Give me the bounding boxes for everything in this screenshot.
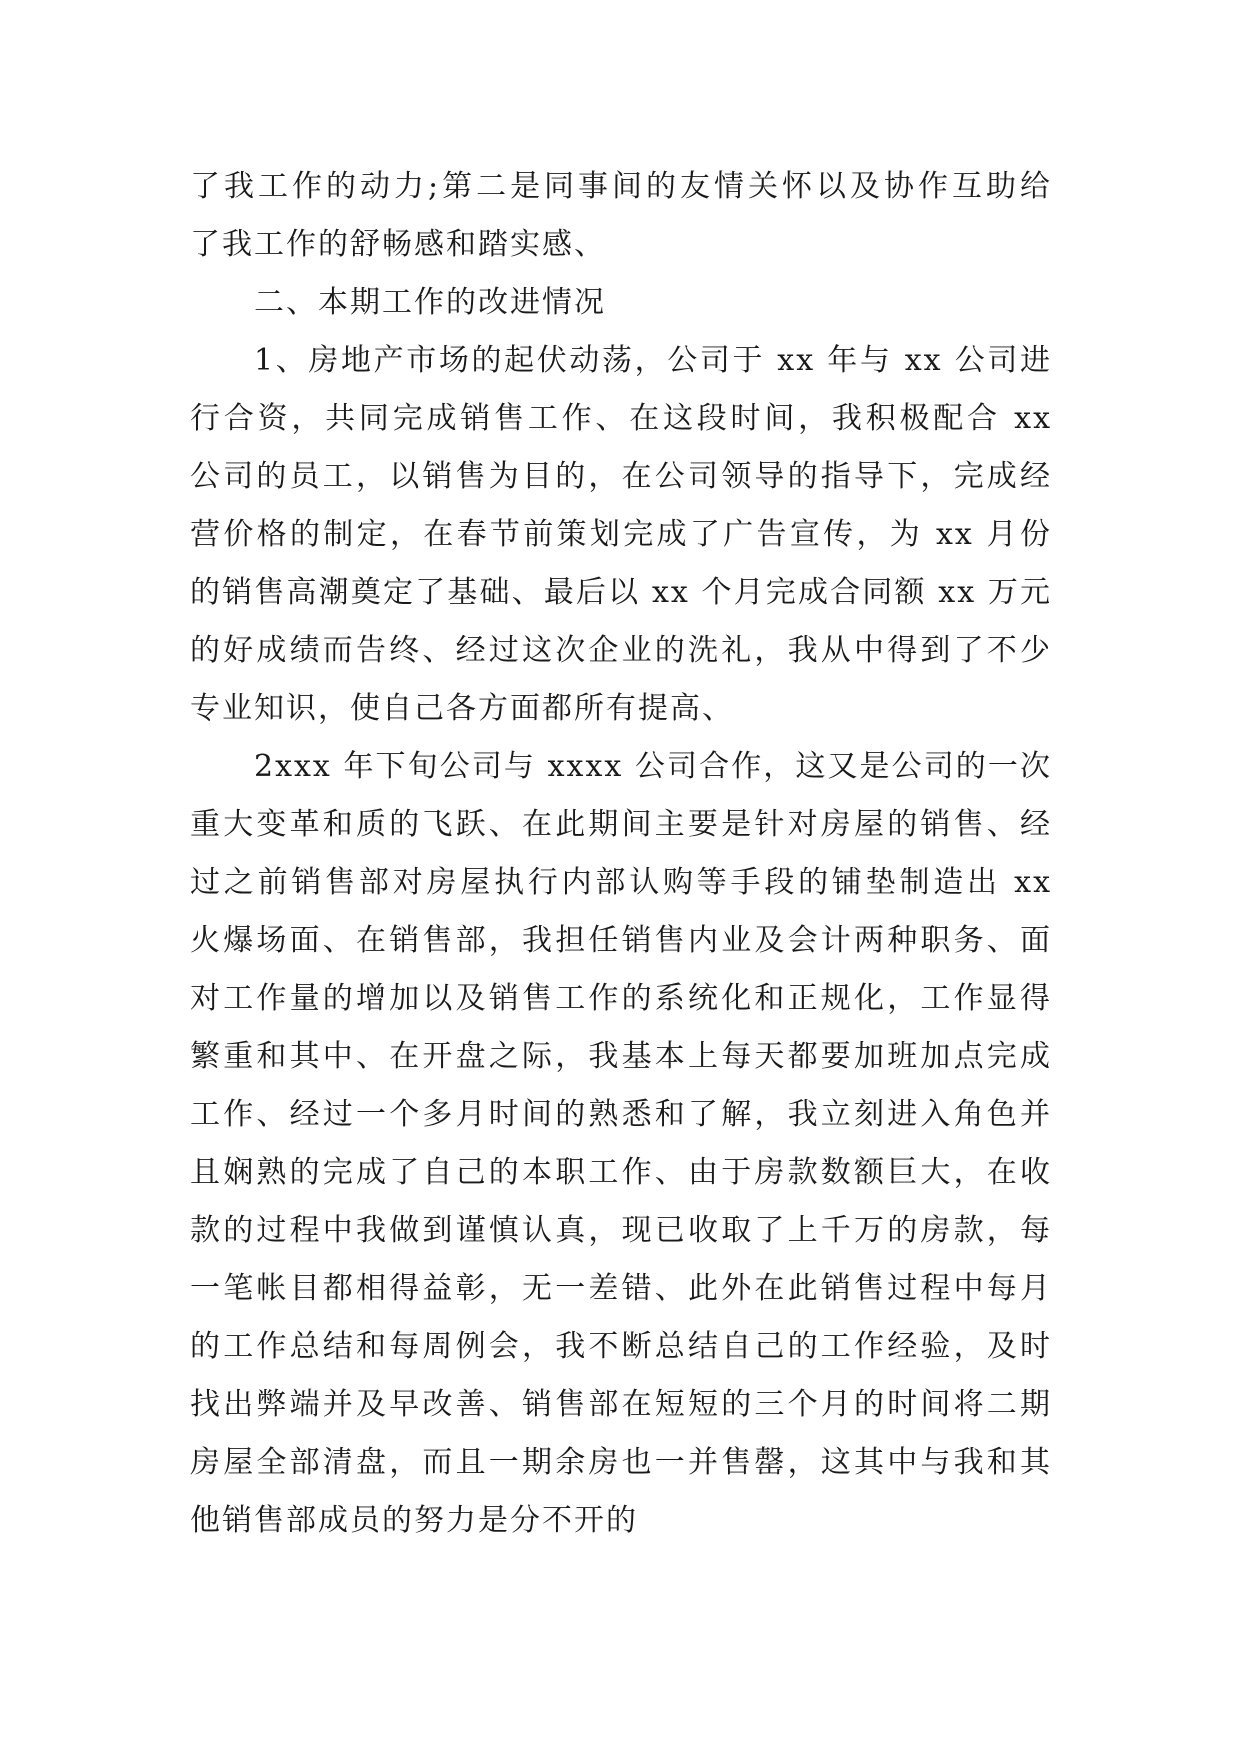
text-line: 他销售部成员的努力是分不开的 [190, 1503, 638, 1538]
text-line: 了我工作的舒畅感和踏实感、 [190, 227, 606, 262]
section-heading: 二、本期工作的改进情况 [254, 285, 606, 320]
text-line: 找出弊端并及早改善、销售部在短短的三个月的时间将二期 [190, 1387, 1052, 1422]
text-line: 火爆场面、在销售部，我担任销售内业及会计两种职务、面 [190, 923, 1052, 958]
text-line: 行合资，共同完成销售工作、在这段时间，我积极配合 xx [190, 401, 1052, 436]
text-line: 的工作总结和每周例会，我不断总结自己的工作经验，及时 [190, 1329, 1052, 1364]
text-line: 房屋全部清盘，而且一期余房也一并售罄，这其中与我和其 [190, 1445, 1052, 1480]
text-line: 一笔帐目都相得益彰，无一差错、此外在此销售过程中每月 [190, 1271, 1052, 1306]
text-line: 1、房地产市场的起伏动荡，公司于 xx 年与 xx 公司进 [254, 343, 1052, 378]
text-line: 对工作量的增加以及销售工作的系统化和正规化，工作显得 [190, 981, 1052, 1016]
text-line: 重大变革和质的飞跃、在此期间主要是针对房屋的销售、经 [190, 807, 1052, 842]
text-line: 的好成绩而告终、经过这次企业的洗礼，我从中得到了不少 [190, 633, 1052, 668]
text-line: 款的过程中我做到谨慎认真，现已收取了上千万的房款，每 [190, 1213, 1052, 1248]
text-line: 2xxx 年下旬公司与 xxxx 公司合作，这又是公司的一次 [254, 749, 1052, 784]
text-line: 专业知识，使自己各方面都所有提高、 [190, 691, 734, 726]
text-line: 过之前销售部对房屋执行内部认购等手段的铺垫制造出 xx [190, 865, 1052, 900]
text-line: 营价格的制定，在春节前策划完成了广告宣传，为 xx 月份 [190, 517, 1052, 552]
document-body [190, 158, 1052, 1550]
text-line: 繁重和其中、在开盘之际，我基本上每天都要加班加点完成 [190, 1039, 1052, 1074]
text-line: 公司的员工，以销售为目的，在公司领导的指导下，完成经 [190, 459, 1052, 494]
text-line: 的销售高潮奠定了基础、最后以 xx 个月完成合同额 xx 万元 [190, 575, 1052, 610]
text-line: 工作、经过一个多月时间的熟悉和了解，我立刻进入角色并 [190, 1097, 1052, 1132]
text-line: 且娴熟的完成了自己的本职工作、由于房款数额巨大，在收 [190, 1155, 1052, 1190]
text-line: 了我工作的动力;第二是同事间的友情关怀以及协作互助给 [190, 169, 1052, 204]
